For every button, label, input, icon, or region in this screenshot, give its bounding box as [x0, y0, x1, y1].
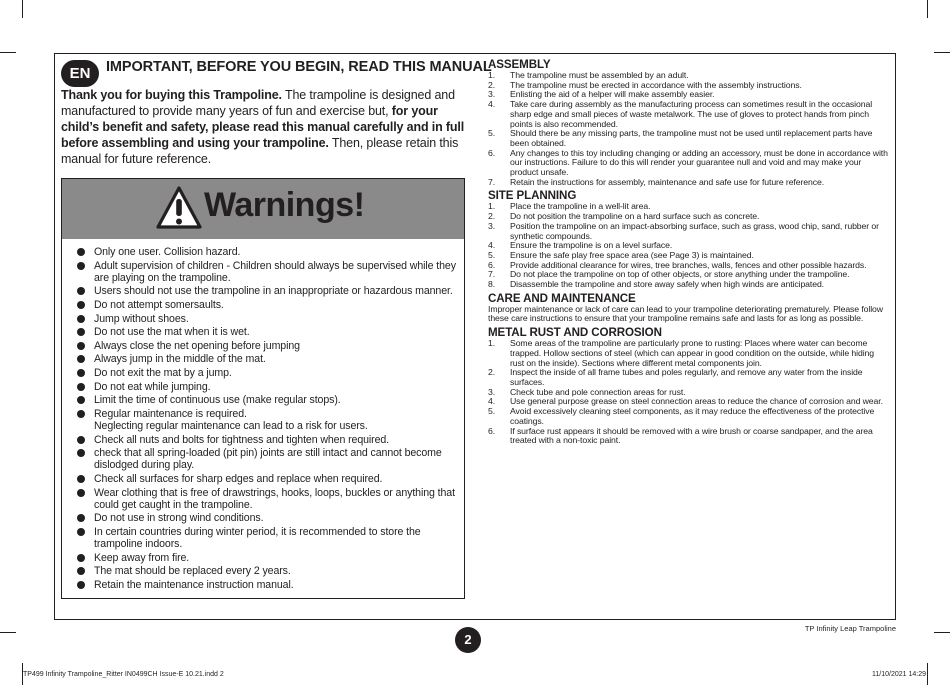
warning-item: Do not attempt somersaults.: [62, 299, 464, 311]
item-text: Avoid excessively cleaning steel components, as it may reduce the effectiveness of the protective coatings.: [510, 406, 875, 426]
item-text: Do not place the trampoline on top of other objects, or store anything under the trampoline.: [510, 269, 850, 280]
item-number: 5.: [488, 406, 496, 417]
language-badge: EN: [61, 60, 99, 87]
warning-item: Retain the maintenance instruction manual.: [62, 579, 464, 591]
warning-item: Always jump in the middle of the mat.: [62, 353, 464, 365]
intro-bold-2: for your child’s benefit and safety, please read this manual carefully and in full before assembling and using your trampoline.: [61, 104, 465, 150]
crop-mark: [927, 663, 928, 685]
warning-item: Check all nuts and bolts for tightness and tighten when required.: [62, 434, 464, 446]
numbered-item: [488, 339, 888, 368]
item-number: 2.: [488, 367, 496, 378]
warnings-header: [62, 179, 464, 239]
item-number: 4.: [488, 240, 496, 251]
item-text: Position the trampoline on an impact-absorbing surface, such as grass, wood chip, sand, rubber or synthetic compounds.: [510, 220, 879, 241]
item-text: Place the trampoline in a well-lit area.: [510, 201, 651, 212]
warning-item: Always close the net opening before jumping: [62, 340, 464, 352]
warning-item: Do not exit the mat by a jump.: [62, 367, 464, 379]
assembly-list: [488, 71, 888, 187]
numbered-item: [488, 368, 888, 387]
intro-text-1: The trampoline is designed and manufactured to provide many years of fun and exercise but,: [61, 88, 455, 118]
site-planning-list: [488, 202, 888, 289]
item-text: If surface rust appears it should be removed with a wire brush or coarse sandpaper, and the area treated with a non-toxic paint.: [510, 425, 873, 446]
item-text: The trampoline must be erected in accordance with the assembly instructions.: [510, 79, 802, 90]
warning-item: Jump without shoes.: [62, 313, 464, 325]
item-text: Ensure the trampoline is on a level surface.: [510, 240, 673, 251]
warning-item: Do not use the mat when it is wet.: [62, 326, 464, 338]
warnings-list: [62, 246, 464, 592]
intro-bold-1: Thank you for buying this Trampoline.: [61, 88, 282, 102]
warning-triangle-icon: [156, 185, 202, 231]
numbered-item: [488, 149, 888, 178]
crop-mark: [0, 632, 16, 633]
assembly-title: ASSEMBLY: [488, 58, 551, 71]
warnings-box: [61, 178, 465, 599]
item-number: 1.: [488, 201, 496, 212]
item-text: Enlisting the aid of a helper will make assembly easier.: [510, 89, 715, 100]
warning-item: Wear clothing that is free of drawstrings, hooks, loops, buckles or anything that could get caught in the trampoline.: [62, 487, 464, 511]
item-number: 7.: [488, 176, 496, 187]
warning-item: Adult supervision of children - Children should always be supervised while they are playing on the trampoline.: [62, 260, 464, 284]
page-heading: IMPORTANT, BEFORE YOU BEGIN, READ THIS MANUAL: [106, 59, 492, 75]
item-number: 1.: [488, 338, 496, 349]
warning-item: Limit the time of continuous use (make regular stops).: [62, 394, 464, 406]
warning-item: Regular maintenance is required. Neglecting regular maintenance can lead to a risk for users.: [62, 408, 464, 432]
item-number: 1.: [488, 70, 496, 80]
rust-list: [488, 339, 888, 446]
care-title: CARE AND MAINTENANCE: [488, 291, 636, 305]
numbered-item: [488, 129, 888, 148]
intro-paragraph: [61, 87, 466, 167]
numbered-item: [488, 407, 888, 426]
model-name: TP Infinity Leap Trampoline: [804, 624, 896, 633]
item-text: Take care during assembly as the manufacturing process can sometimes result in the occasional sharp edge and small pieces of waste metalwork. The use of gloves to protect hands from pinch points is also recommended.: [510, 99, 873, 129]
item-text: Check tube and pole connection areas for rust.: [510, 386, 686, 397]
intro-text-2: Then, please retain this manual for future reference.: [61, 136, 459, 166]
item-text: Any changes to this toy including changing or adding an accessory, must be done in accordance with our instructions. Failure to do this will render your guarantee null and void and may make your product unsafe.: [510, 147, 888, 178]
warnings-title: Warnings!: [204, 186, 365, 224]
crop-mark: [22, 0, 23, 18]
item-number: 2.: [488, 79, 496, 90]
crop-mark: [0, 52, 16, 53]
rust-title: METAL RUST AND CORROSION: [488, 326, 662, 340]
item-text: Some areas of the trampoline are particularly prone to rusting: Places where water can become trapped. Hollow sections of steel (which can appear in good condition on the outside, while hiding rust on the inside). Sections where different metal components join.: [510, 338, 874, 368]
item-number: 6.: [488, 425, 496, 436]
warning-item: Do not use in strong wind conditions.: [62, 512, 464, 524]
item-number: 4.: [488, 396, 496, 407]
item-number: 6.: [488, 259, 496, 270]
warning-item: Users should not use the trampoline in an inappropriate or hazardous manner.: [62, 285, 464, 297]
crop-mark: [934, 632, 950, 633]
warning-item: Keep away from fire.: [62, 552, 464, 564]
warning-item: Only one user. Collision hazard.: [62, 246, 464, 258]
item-text: Do not position the trampoline on a hard surface such as concrete.: [510, 211, 760, 222]
page-number: 2: [455, 627, 481, 653]
print-slug-file: TP499 Infinity Trampoline_Ritter IN0499CH Issue-E 10.21.indd 2: [23, 671, 224, 678]
item-text: Retain the instructions for assembly, maintenance and safe use for future reference.: [510, 176, 825, 187]
item-text: Inspect the inside of all frame tubes and poles regularly, and remove any water from the inside surfaces.: [510, 367, 863, 387]
numbered-item: [488, 178, 888, 188]
numbered-item: [488, 280, 888, 290]
numbered-item: [488, 427, 888, 446]
numbered-item: [488, 222, 888, 241]
item-text: Use general purpose grease on steel connection areas to reduce the chance of corrosion and wear.: [510, 396, 883, 407]
care-text: Improper maintenance or lack of care can lead to your trampoline deteriorating prematurely. Please follow these care instructions to ensure that your trampoline remains safe and lasts for as long as possible.: [488, 303, 883, 324]
warning-item: The mat should be replaced every 2 years.: [62, 565, 464, 577]
item-number: 7.: [488, 269, 496, 280]
print-slug-date: 11/10/2021 14:29: [872, 671, 926, 678]
item-number: 4.: [488, 99, 496, 110]
warning-item: In certain countries during winter period, it is recommended to store the trampoline indoors.: [62, 526, 464, 550]
crop-mark: [927, 0, 928, 18]
item-number: 5.: [488, 249, 496, 260]
item-text: Disassemble the trampoline and store away safely when high winds are anticipated.: [510, 279, 824, 290]
item-text: Provide additional clearance for wires, tree branches, walls, fences and other possible hazards.: [510, 259, 867, 270]
numbered-item: [488, 100, 888, 129]
right-column: [488, 58, 888, 448]
item-number: 3.: [488, 220, 496, 231]
crop-mark: [934, 52, 950, 53]
item-number: 5.: [488, 128, 496, 139]
warning-item: check that all spring-loaded (pit pin) joints are still intact and cannot become dislodged during play.: [62, 447, 464, 471]
item-number: 6.: [488, 147, 496, 158]
item-number: 3.: [488, 386, 496, 397]
item-number: 3.: [488, 89, 496, 100]
item-text: Ensure the safe play free space area (see Page 3) is maintained.: [510, 249, 754, 260]
item-text: Should there be any missing parts, the trampoline must not be used until replacement parts have been obtained.: [510, 128, 873, 148]
item-number: 8.: [488, 279, 496, 290]
warning-item: Do not eat while jumping.: [62, 381, 464, 393]
site-planning-title: SITE PLANNING: [488, 189, 577, 203]
warning-item: Check all surfaces for sharp edges and replace when required.: [62, 473, 464, 485]
item-text: The trampoline must be assembled by an adult.: [510, 70, 689, 80]
item-number: 2.: [488, 211, 496, 222]
